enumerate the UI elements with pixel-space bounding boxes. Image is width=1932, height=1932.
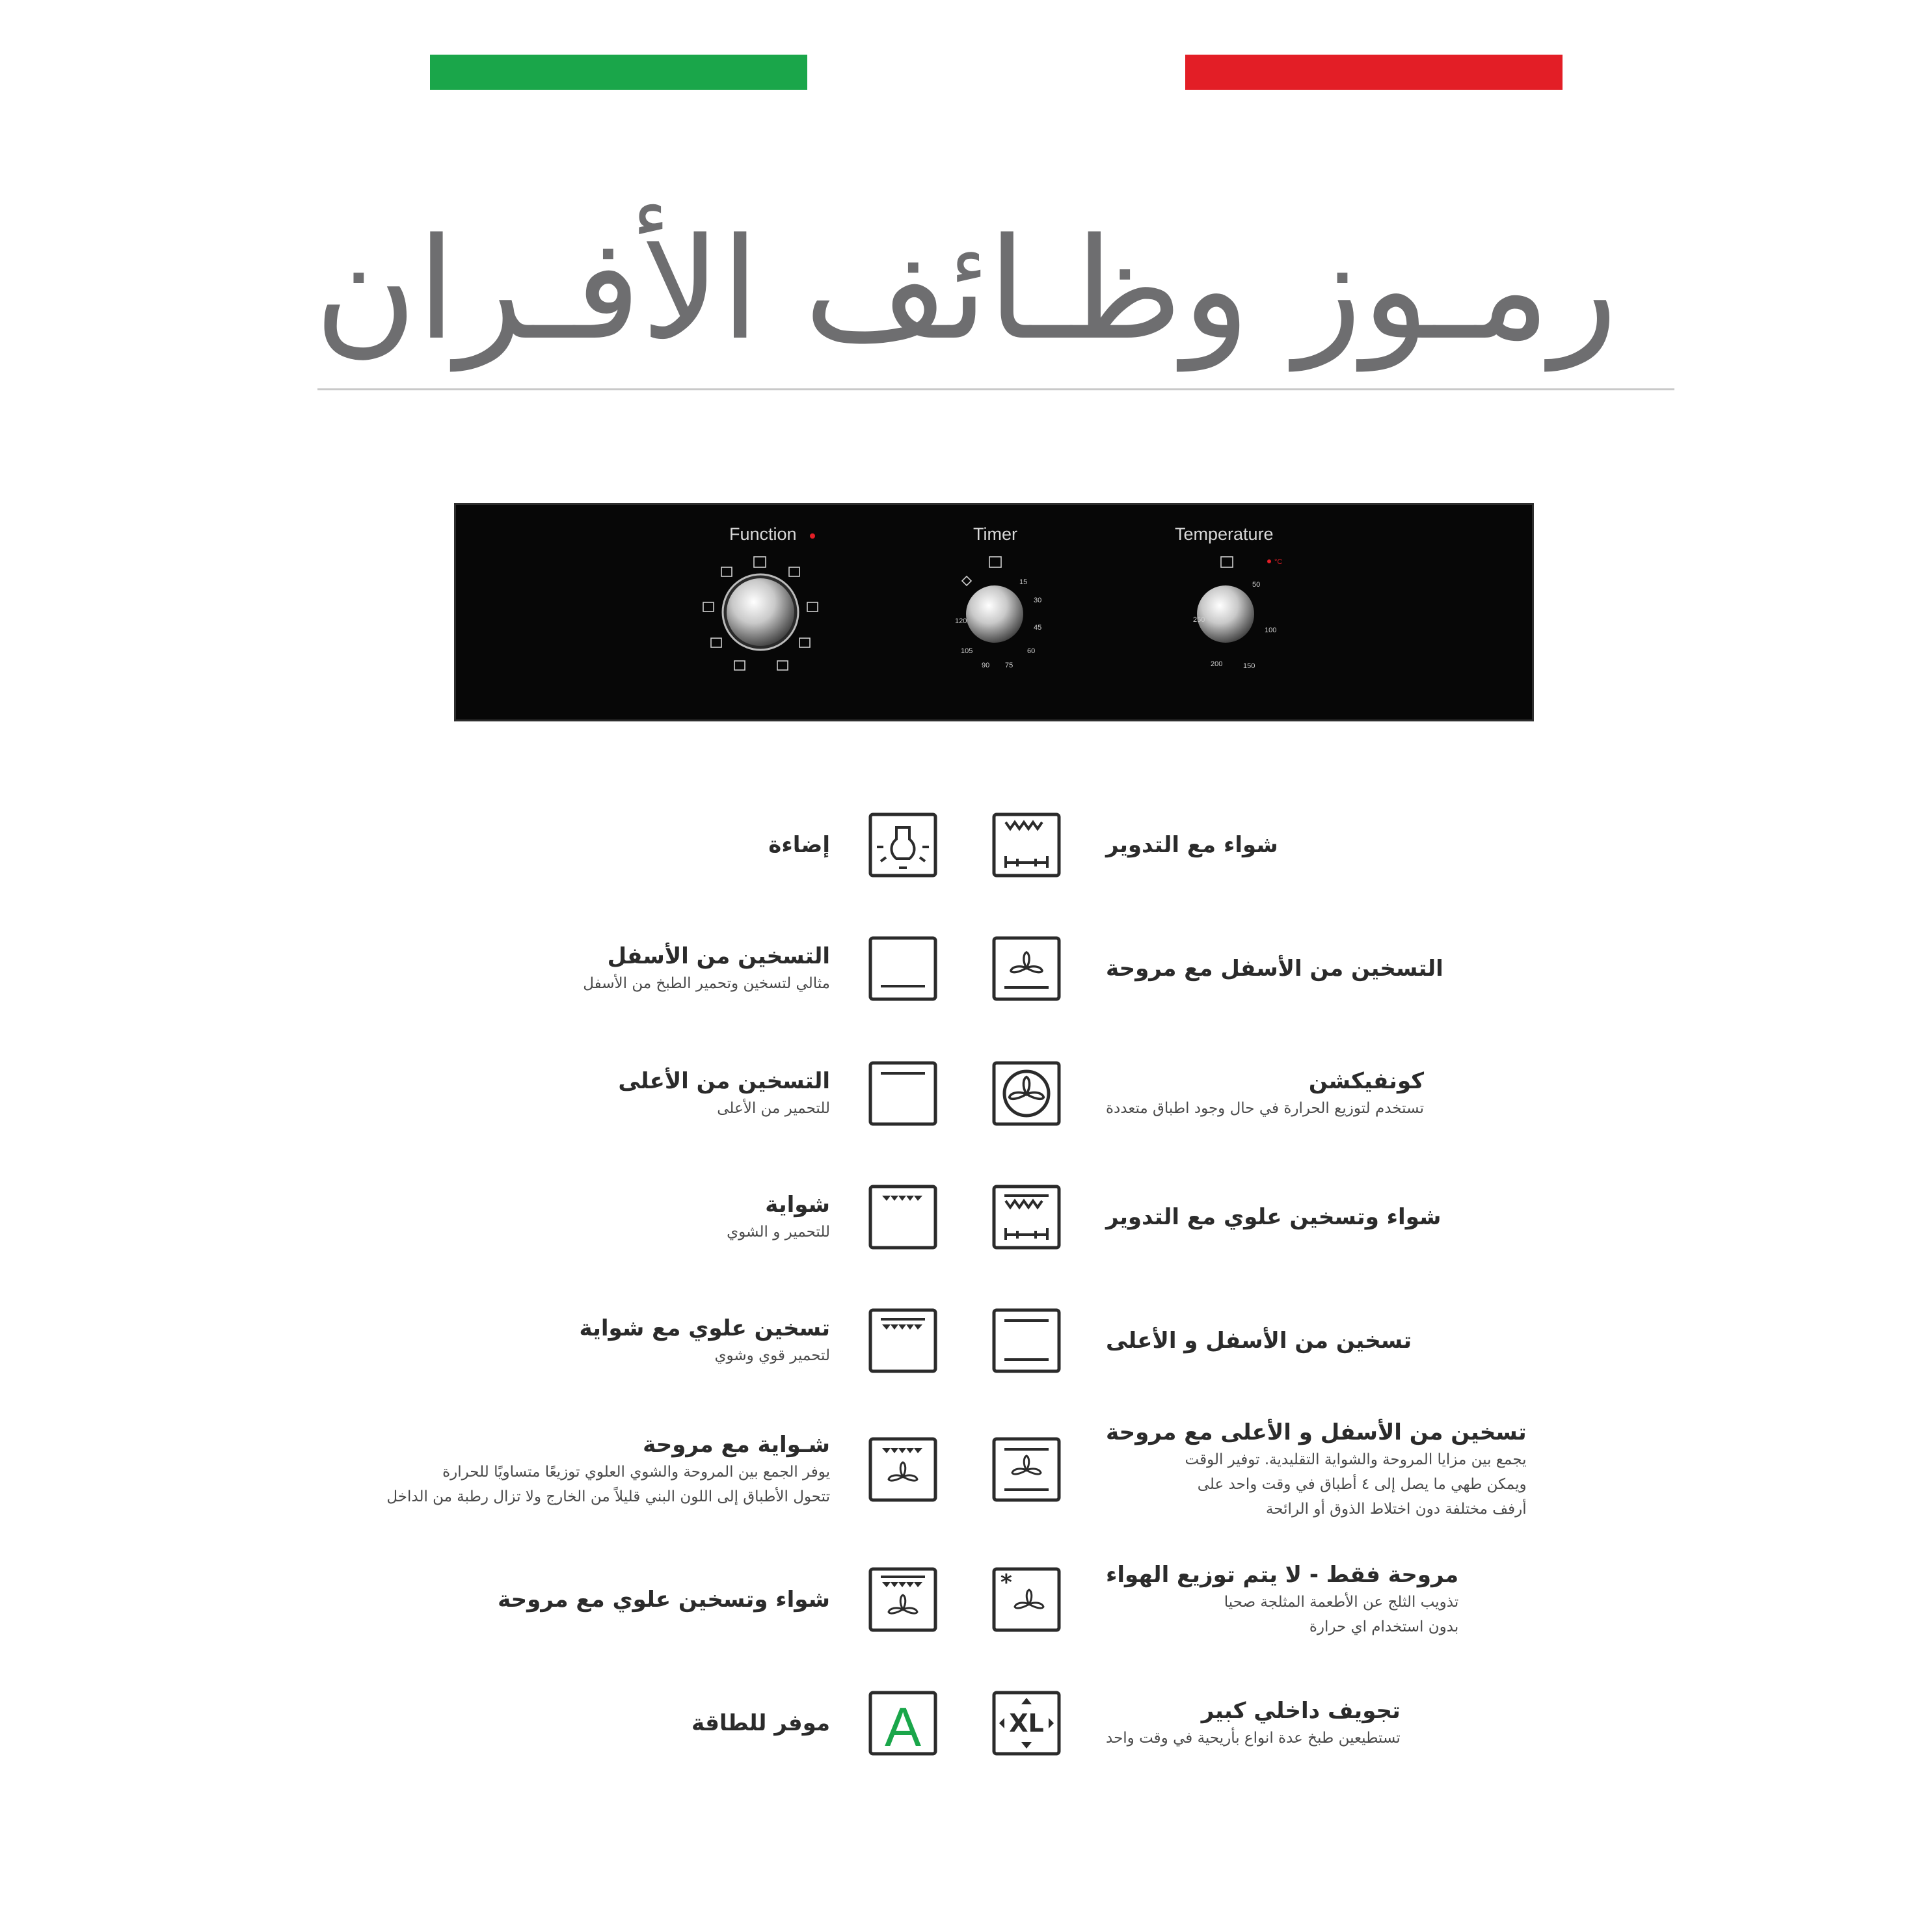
function-description: لتحمير قوي وشوي [714, 1347, 830, 1364]
temperature-tick-label: 250 [1193, 616, 1205, 624]
top-heat-grill-icon [868, 1308, 938, 1374]
temperature-unit: °C [1274, 558, 1283, 566]
timer-tick-label: 75 [1005, 662, 1013, 669]
right-function-item [1106, 954, 1443, 984]
function-description: تذويب الثلج عن الأطعمة المثلجة صحيا [1224, 1594, 1459, 1611]
function-dial-icon [799, 638, 810, 647]
function-description: للتحمير من الأعلى [717, 1100, 830, 1117]
function-indicator-dot [810, 533, 815, 539]
function-title: مروحة فقط - لا يتم توزيع الهواء [1106, 1562, 1459, 1588]
temperature-tick-label: 200 [1211, 660, 1223, 668]
function-description: للتحمير و الشوي [727, 1224, 830, 1241]
right-function-item [1106, 1417, 1527, 1522]
temperature-knob[interactable] [1197, 585, 1254, 643]
top-bottom-heat-icon [991, 1308, 1062, 1374]
top-bottom-heat-fan-icon [991, 1436, 1062, 1503]
function-description: ويمكن طهي ما يصل إلى ٤ أطباق في وقت واحد على [1197, 1476, 1527, 1493]
function-dial-icon [711, 638, 721, 647]
temperature-light-icon [1221, 557, 1233, 567]
defrost-fan-only-icon [991, 1566, 1062, 1633]
function-dial-icon [734, 661, 745, 670]
oven-control-panel [454, 503, 1534, 721]
lamp-icon [868, 812, 938, 878]
function-dial-icon [703, 602, 714, 611]
function-title: التسخين من الأسفل [607, 943, 830, 969]
function-title: شواية [765, 1192, 830, 1218]
left-function-item [386, 1430, 830, 1509]
grill-fan-icon [868, 1436, 938, 1503]
timer-tick-label: 45 [1034, 624, 1042, 632]
right-function-item [1106, 1202, 1441, 1232]
red-color-bar [1185, 55, 1563, 90]
knobs-graphic [456, 505, 1532, 719]
function-description: يجمع بين مزايا المروحة والشواية التقليدية. توفير الوقت [1185, 1451, 1527, 1468]
function-title: التسخين من الأعلى [618, 1068, 830, 1094]
function-description: تستخدم لتوزيع الحرارة في حال وجود اطباق متعددة [1106, 1100, 1425, 1117]
left-function-item [583, 941, 830, 996]
function-dial-icon [777, 661, 788, 670]
timer-knob[interactable] [966, 585, 1023, 643]
left-function-item [727, 1190, 830, 1244]
function-title: تسخين من الأسفل و الأعلى [1106, 1328, 1412, 1354]
svg-text:A: A [884, 1697, 922, 1756]
function-title: إضاءة [768, 832, 830, 858]
right-function-item [1106, 1066, 1424, 1121]
timer-knob-label: Timer [973, 524, 1017, 544]
function-title: موفر للطاقة [691, 1710, 830, 1736]
svg-text:XL: XL [1009, 1709, 1044, 1737]
energy-saving-icon [868, 1690, 938, 1756]
function-title: التسخين من الأسفل مع مروحة [1106, 956, 1443, 982]
temperature-tick-label: 50 [1252, 581, 1261, 589]
left-function-item [768, 830, 830, 860]
timer-clock-icon [989, 557, 1001, 567]
function-knob-label: Function [729, 524, 797, 544]
left-function-item [691, 1708, 830, 1738]
function-title: شواء وتسخين علوي مع مروحة [498, 1587, 830, 1613]
timer-tick-label: 120 [955, 617, 967, 625]
bottom-heat-fan-icon [991, 935, 1062, 1002]
function-dial-icon [807, 602, 818, 611]
function-dial-icon [789, 567, 799, 576]
temperature-indicator-dot [1267, 559, 1271, 563]
function-description: أرفف مختلفة دون اختلاط الذوق أو الرائحة [1265, 1501, 1527, 1518]
grill-top-heat-fan-icon [868, 1566, 938, 1633]
left-function-item [618, 1066, 830, 1121]
green-color-bar [430, 55, 807, 90]
right-function-item [1106, 1326, 1412, 1356]
temperature-tick-label: 150 [1243, 662, 1255, 670]
function-title: شـواية مع مروحة [643, 1432, 830, 1458]
function-title: تجويف داخلي كبير [1201, 1698, 1401, 1724]
top-heat-icon [868, 1060, 938, 1127]
rotisserie-grill-icon [991, 812, 1062, 878]
function-knob-face [727, 578, 794, 646]
timer-tick-label: 60 [1027, 647, 1036, 655]
function-dial-icon [721, 567, 732, 576]
function-title: تسخين من الأسفل و الأعلى مع مروحة [1106, 1419, 1527, 1445]
timer-tick-label: 90 [982, 662, 990, 669]
temperature-knob-label: Temperature [1175, 524, 1274, 544]
function-description: يوفر الجمع بين المروحة والشوي العلوي توزيعًا متساويًا للحرارة [442, 1464, 830, 1481]
function-dial-icon [754, 557, 766, 567]
svg-text:*: * [1000, 1570, 1012, 1596]
right-function-item [1106, 1696, 1401, 1751]
xl-cavity-icon [991, 1690, 1062, 1756]
grill-icon [868, 1184, 938, 1250]
grill-top-heat-rotisserie-icon [991, 1184, 1062, 1250]
function-description: تستطيعين طبخ عدة انواع بأريحية في وقت واحد [1106, 1730, 1401, 1747]
right-function-item [1106, 830, 1278, 860]
timer-tick-label: 15 [1019, 578, 1028, 586]
left-function-item [579, 1313, 830, 1368]
function-title: تسخين علوي مع شواية [579, 1315, 830, 1341]
bottom-heat-icon [868, 935, 938, 1002]
function-title: شواء مع التدوير [1106, 832, 1278, 858]
timer-tick-label: 105 [961, 647, 973, 655]
left-function-item [498, 1585, 830, 1615]
function-title: كونفيكشن [1308, 1068, 1425, 1094]
title-divider [317, 388, 1674, 390]
right-function-item [1106, 1560, 1458, 1639]
page-title: رمـوز وظـائف الأفـران [314, 208, 1618, 371]
function-description: مثالي لتسخين وتحمير الطبخ من الأسفل [583, 975, 830, 992]
convection-fan-icon [991, 1060, 1062, 1127]
timer-tick-label: 30 [1034, 597, 1042, 604]
function-description: بدون استخدام اي حرارة [1309, 1618, 1459, 1635]
temperature-tick-label: 100 [1265, 626, 1277, 634]
function-title: شواء وتسخين علوي مع التدوير [1106, 1204, 1442, 1230]
timer-manual-icon [962, 576, 971, 585]
function-description: تتحول الأطباق إلى اللون البني قليلاً من الخارج ولا تزال رطبة من الداخل [386, 1488, 830, 1505]
